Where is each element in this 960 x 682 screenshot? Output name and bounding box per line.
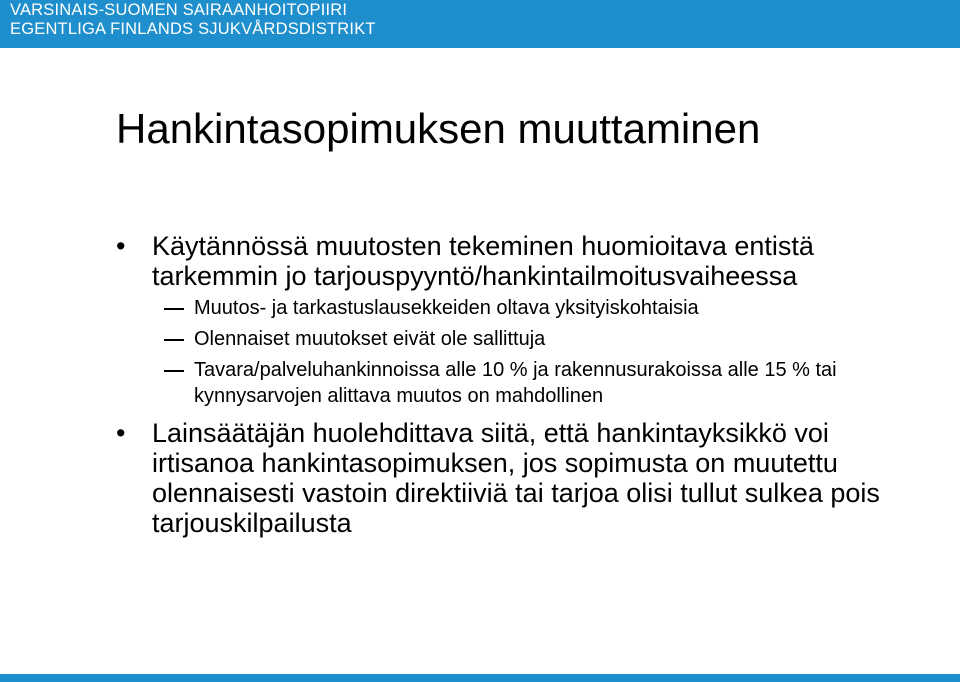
organization-name-swedish: EGENTLIGA FINLANDS SJUKVÅRDSDISTRIKT (10, 20, 376, 38)
bullet-icon: • (116, 231, 126, 261)
organization-name-finnish: VARSINAIS-SUOMEN SAIRAANHOITOPIIRI (10, 1, 348, 19)
sub-bullet-text: Tavara/palveluhankinnoissa alle 10 % ja rakennusurakoissa alle 15 % tai kynnysarvojen alittava muutos on mahdollinen (194, 359, 837, 407)
bullet-item (116, 231, 936, 409)
bullet-icon: • (116, 418, 126, 448)
sub-bullet-list (152, 295, 936, 409)
sub-bullet-item (152, 357, 936, 409)
bullet-text: Lainsäätäjän huolehdittava siitä, että hankintayksikkö voi irtisanoa hankintasopimuksen, jos sopimusta on muutettu olennaisesti vastoin direktiiviä tai tarjoa olisi tullut sulkea pois tarjouskilpailusta (152, 418, 880, 538)
sub-bullet-text: Muutos- ja tarkastuslausekkeiden oltava yksityiskohtaisia (194, 297, 699, 319)
sub-bullet-item (152, 326, 936, 352)
bullet-text: Käytännössä muutosten tekeminen huomioitava entistä tarkemmin jo tarjouspyyntö/hankintailmoitusvaiheessa (152, 231, 814, 291)
slide-content (116, 231, 936, 538)
dash-icon (164, 370, 184, 372)
dash-icon (164, 339, 184, 341)
footer-band (0, 674, 960, 682)
bullet-item (116, 418, 936, 538)
sub-bullet-item (152, 295, 936, 321)
header-band (0, 0, 960, 48)
slide-title: Hankintasopimuksen muuttaminen (116, 105, 761, 152)
dash-icon (164, 308, 184, 310)
sub-bullet-text: Olennaiset muutokset eivät ole sallittuja (194, 328, 546, 350)
